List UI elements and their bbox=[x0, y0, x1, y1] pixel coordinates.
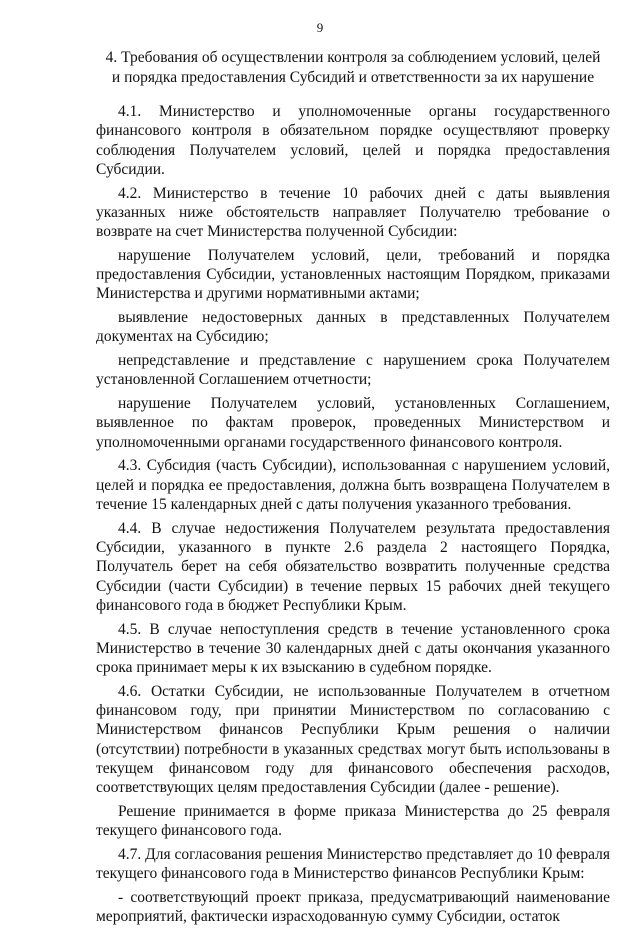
paragraph-4-6: 4.6. Остатки Субсидии, не использованные Получателем в отчетном финансовом году, при принятии Министерством по согласованию с Министерством финансов Республики Крым решения о наличии (отсутствии) потребности в указанных средствах могут быть использованы в текущем финансовом году для финансового обеспечения расходов, соответствующих целям предоставления Субсидии (далее - решение). bbox=[96, 682, 610, 797]
list-item-inspection-violation: нарушение Получателем условий, установленных Соглашением, выявленное по фактам проверок, проведенных Министерством и уполномоченными органами государственного финансового контроля. bbox=[96, 395, 610, 451]
document-body bbox=[96, 102, 610, 931]
section-title-line-1: 4. Требования об осуществлении контроля за соблюдением условий, целей bbox=[105, 49, 601, 66]
paragraph-decision: Решение принимается в форме приказа Министерства до 25 февраля текущего финансового года. bbox=[96, 803, 610, 840]
section-title bbox=[96, 48, 610, 88]
list-item-reporting: непредставление и представление с нарушением срока Получателем установленной Соглашением отчетности; bbox=[96, 352, 610, 389]
paragraph-4-4: 4.4. В случае недостижения Получателем результата предоставления Субсидии, указанного в пункте 2.6 раздела 2 настоящего Порядка, Получатель берет на себя обязательство возвратить полученные средства Субсидии (части Субсидии) в течение первых 15 рабочих дней текущего финансового года в бюджет Республики Крым. bbox=[96, 519, 610, 614]
paragraph-4-2: 4.2. Министерство в течение 10 рабочих дней с даты выявления указанных ниже обстоятельств направляет Получателю требование о возврате на счет Министерства полученной Субсидии: bbox=[96, 184, 610, 241]
list-item-violation-conditions: нарушение Получателем условий, цели, требований и порядка предоставления Субсидии, установленных настоящим Порядком, приказами Министерства и другими нормативными актами; bbox=[96, 246, 610, 303]
page-number: 9 bbox=[316, 20, 324, 35]
section-title-line-2: и порядка предоставления Субсидий и ответственности за их нарушение bbox=[111, 69, 595, 86]
list-item-false-data: выявление недостоверных данных в представленных Получателем документах на Субсидию; bbox=[96, 309, 610, 346]
paragraph-4-3: 4.3. Субсидия (часть Субсидии), использованная с нарушением условий, целей и порядка ее предоставления, должна быть возвращена Получателем в течение 15 календарных дней с даты получения указанного требования. bbox=[96, 457, 610, 513]
list-item-draft-order: - соответствующий проект приказа, предусматривающий наименование мероприятий, фактически израсходованную сумму Субсидии, остаток bbox=[96, 888, 610, 926]
paragraph-4-1: 4.1. Министерство и уполномоченные органы государственного финансового контроля в обязательном порядке осуществляют проверку соблюдения Получателем условий, целей и порядка предоставления Субсидии. bbox=[96, 103, 610, 178]
paragraph-4-7: 4.7. Для согласования решения Министерство представляет до 10 февраля текущего финансового года в Министерство финансов Республики Крым: bbox=[96, 845, 610, 883]
paragraph-4-5: 4.5. В случае непоступления средств в течение установленного срока Министерство в течение 30 календарных дней с даты окончания указанного срока принимает меры к их взысканию в судебном порядке. bbox=[96, 620, 610, 677]
